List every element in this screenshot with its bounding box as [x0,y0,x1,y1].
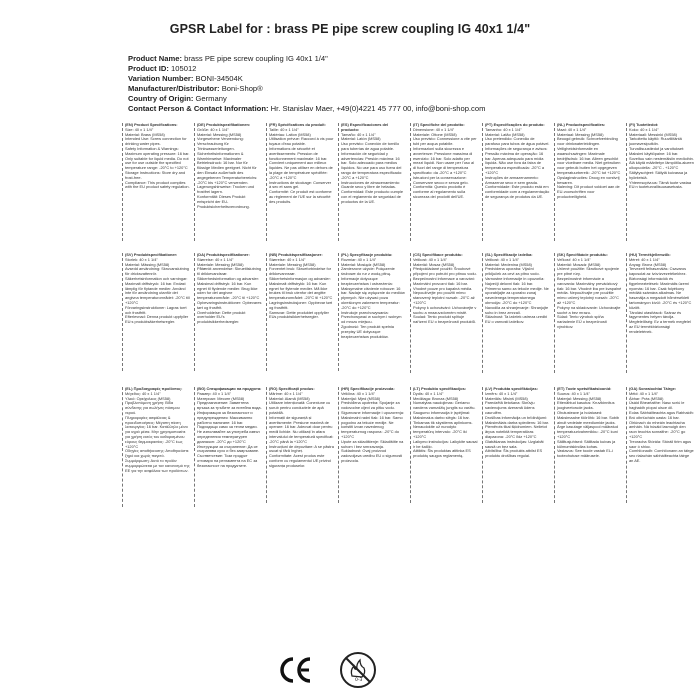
spec-line: Naleving: Dit product voldoet aan de EU-voorschriften voor productveiligheid. [557,184,620,199]
spec-line: Material: Medenina (MS58) [485,261,532,267]
spec-line: Avsedd användning: Skruvanslutning för dricksvattenrör. [125,266,189,277]
spec-line: Informacje dotyczące bezpieczeństwa i ostrzeżenia: Maksymalne ciśnienie robocze: 16 bar. Nadaje się wyłącznie do mediów płynnych. Nie używać poza określonym zakresem temperatur: -20°C do +120°C [341,275,405,310]
spec-line: Atitiktis: Šis produktas atitinka ES produktų saugos reglamentą. [413,448,471,459]
spec-line: Megfelelőség: Ez a termék megfelel az EU termékbiztonsági rendeletének. [629,319,691,334]
spec-heading: (HU) Termékjellemzők: [629,253,671,257]
spec-line: Skladnost: Ta izdelek ustreza uredbi EU o varnosti izdelkov. [485,314,548,325]
spec-line: Material: Mässing (MS58) [125,261,170,267]
spec-line: Taille: 40 x 1 1/4" [269,126,299,132]
info-line [128,94,688,104]
spec-cell [194,253,262,371]
spec-line: Πληροφορίες ασφάλειας & προειδοποιήσεις: Μέγιστη πίεση λειτουργίας: 16 bar. Κατάλληλο μόνο για υγρά μέσα. Μην χρησιμοποιείτε για χρήση εκτός του καθορισμένου εύρους θερμοκρασίας: -20°C έως +120°C [125,414,188,449]
spec-line: Instrukcje przechowywania: Przechowywać w suchym i wolnym od mrozu miejscu. [341,309,402,325]
spec-line: Uso previsto: Connessione a vite per tubi per acqua potabile. [413,136,477,147]
info-line [128,74,688,84]
spec-cell [338,123,406,241]
spec-line: Vorgesehene Verwendung: Verschraubung für Trinkwasserleitungen. [197,136,244,151]
spec-heading: (IT) Specifiche del prodotto: [413,123,465,127]
spec-heading: (ET) Toote spetsifikatsioonid: [557,387,612,391]
spec-line: Lagerungshinweise: Trocken und frostfrei lagern. [197,184,255,195]
spec-line: Určené použitie: Skrutkové spojenie pre pitné rúry. [557,266,620,277]
ce-mark-icon [278,656,314,684]
spec-cell [338,253,406,371]
spec-cell [626,123,694,241]
spec-line: Sigurnosne informacije i upozorenja: Maksimalni radni tlak: 16 bar. Samo pogodno za tekuće medije. Ne koristiti izvan navedenog temperaturnog raspona: -20°C do +120°C [341,409,404,439]
spec-cell [482,123,550,241]
info-value: Hr. Stanislav Maer, +49(0)4221 45 777 00, info@boni-shop.com [270,104,486,113]
spec-heading: (SL) Specifikacije izdelka: [485,253,533,257]
spec-cell [554,253,622,373]
spec-line: Informații de siguranță și avertismente: Presiune maximă de operare: 16 bar. Adecvat doar pentru medii lichide. Nu utilizați în afara intervalului de temperatură specificat: -20°C până la +120°C [269,414,334,444]
spec-line: Saugumo informacija ir įspėjimai: Maksimalus darbo slėgis: 16 bar. Tinkamas tik skystiems aplinkoms. Nenaudokite už nurodyto temperatūrų intervalo: -20°C iki +120°C [413,409,473,439]
spec-heading: (LV) Produkta specifikācijas: [485,387,538,391]
spec-line: Atbilstība: Šis produkts atbilst ES produktu drošības regulai. [485,448,543,459]
spec-line: Veľkosť: 40 x 1 1/4" [557,256,591,262]
spec-cell [554,123,622,241]
spec-line: Ohutusteave ja hoiatused: Maksimaalne töörõhk: 16 bar. Sobib ainult vedelate meediumide jaoks. Ärge kasutage väljaspool määratud temperatuurivahemikku: -20°C kuni +120°C [557,409,620,439]
spec-heading: (NL) Productspecificaties: [557,123,606,127]
spec-line: Materiál: Mosaz (MS58) [413,261,455,267]
spec-line: Zamierzone użycie: Połączenie śrubowe do rur z wodą pitną. [341,266,395,277]
spec-line: Uso pretendido: Conexão de parafuso para tubos de água potável. [485,136,550,147]
spec-line: Utilizare intenționată: Conexiune cu șurub pentru conductele de apă potabilă. [269,400,331,415]
spec-line: Materiale: Messing (MS58) [269,261,316,267]
spec-line: Storlek: 40 x 1 1/4" [125,256,158,262]
spec-line: Paredzētā lietošana: Skrūvju savienojums dzeramā ūdens caurulēm. [485,400,535,415]
spec-line: Mărime: 40 x 1 1/4" [269,390,303,396]
spec-line: Μέγεθος: 40 x 1 1/4" [125,390,161,396]
spec-line: Informazioni sulla sicurezza e avvertenze: Pressione massima di esercizio: 16 bar. Solo adatto per mezzi liquidi. Non usare per l'uso al di fuori del range di temperatura specificato: da -20°C a +120°C [413,145,475,175]
spec-line: Opslaginstructies: Droog en vorstvrij bewaren. [557,174,620,185]
spec-cell [554,387,622,503]
spec-heading: (CS) Specifikace produktu: [413,253,463,257]
spec-line: Drošības informācija un brīdinājumi: Maksimālais darba spiediens: 16 bar. Piemērots tikai šķidrumiem. Nelietot ārpus noteiktā temperatūras diapazona: -20°C līdz +120°C [485,414,550,439]
spec-line: Υλικό: Ορείχαλκος (MS58) [125,395,171,401]
spec-heading: (GA) Sonraíochtaí Táirge: [629,387,677,391]
spec-line: Méid: 40 x 1 1/4" [629,390,659,396]
spec-line: Laikymo instrukcijos: Laikykite sausai ir be šalčio. [413,438,478,449]
spec-heading: (HR) Specifikacije proizvoda: [341,387,395,391]
spec-cell [194,387,262,507]
spec-line: Biztonsági információk és figyelmeztetések: Maximális üzemi nyomás: 16 bar. Csak folyékony médiák számára alkalmas. Ne használja a megadott hőmérsékleti tartományon kívül: -20°C és +120°C között. [629,275,692,310]
no-incineration-label: 0-3 [355,678,363,683]
spec-line: Numatytas naudojimas: Geriamo vandens vamzdžių jungtis su varžtu. [413,400,476,411]
spec-line: Předpokládané použití: Šroubové připojení pro potrubí pro pitnou vodu. [413,266,477,277]
spec-line: Conformidade: Este produto está em conformidade com a regulamentação de segurança de produtos da UE. [485,184,550,199]
spec-line: Οδηγίες αποθήκευσης: Αποθηκεύστε ξηρό και χωρίς παγετό. [125,448,189,459]
spec-line: Rozmiar: 40 x 1 1/4" [341,256,377,262]
spec-line: Materiál: Mosadz (MS58) [557,261,601,267]
spec-line: Overholdelse: Dette produkt overholder EU's produktsikkerhedsregler. [197,309,246,325]
spec-heading: (NB) Produktspesifikasjoner: [269,253,323,257]
spec-line: Predvidena uporaba: Vijačni priključek za cevi za pitno vodo. [485,266,540,277]
spec-line: Sikkerhedsinformation og advarsler: Maksimal driftstryk: 16 bar. Kun egnet til flydende medier. Brug ikke uden for det angivne temperaturområde: -20°C til +120°C [197,275,260,301]
spec-line: Sukladnost: Ovaj proizvod zadovoljava uredbu EU o sigurnosti proizvoda. [341,448,403,463]
info-key: Product ID: [128,64,169,73]
spec-cell [122,123,190,241]
spec-heading: (DE) Produktspezifikationen: [197,123,251,127]
spec-line: Suurus: 40 x 1 1/4" [557,390,590,396]
spec-line: Pokyny k uchovávání: Uchovávejte v suchu a mrazuvzdorném místě. [413,304,477,315]
spec-cell [626,253,694,373]
spec-line: Matériau: Laiton (MS58) [269,131,311,137]
spec-line: Izmērs: 40 x 1 1/4" [485,390,518,396]
spec-heading: (EN) Product Specifications: [125,123,178,127]
spec-line: Tamanho: 40 x 1 1/4" [485,126,522,132]
spec-line: Materiaali: Messinki (MS58) [629,131,677,137]
spec-line: Materiaal: Messing (MS58) [557,131,604,137]
spec-line: Ettenähtud kasutus: Kruvikinnitus joogiveetorude jaoks. [557,400,615,411]
spec-line: Comhlíonadh: Comhlíonann an táirge seo rialachán sábháilteachta táirge an AE. [629,448,694,463]
spec-cell [266,123,334,241]
spec-cell [122,387,190,507]
spec-line: Materiale: Ottone (MS58) [413,131,457,137]
info-value: BONI-34504K [195,74,243,83]
spec-line: Säkerhetsinformation och varningar: Maximalt driftstryck: 16 bar. Endast lämplig för flytande medier. Använd inte för användning utanför det angivna temperaturområdet: -20°C till +120°C [125,275,190,305]
spec-line: Utilisation prévue: Raccord à vis pour tuyaux d'eau potable. [269,136,334,147]
spec-cell [338,387,406,503]
spec-line: Materiāls: Misiņš (MS58) [485,395,528,401]
info-key: Product Name: [128,54,183,63]
spec-cell [410,387,478,503]
spec-line: Størrelse: 40 x 1 1/4" [269,256,306,262]
spec-cell [626,387,694,503]
spec-line: Съответствие: Този продукт отговаря на регламента на ЕС за безопасност на продуктите. [197,453,258,468]
spec-line: Informations de sécurité et avertissements: Pression de fonctionnement maximale: 16 bar. Convient uniquement aux milieux liquides. Ne pas utiliser en dehors de la plage de température spécifiée: -20°C à +120°C [269,145,333,180]
spec-line: Uso previsto: Conexión de tornillo para tuberías de agua potable. [341,141,400,151]
spec-line: Soulad: Tento produkt splňuje nařízení EU o bezpečnosti produktů. [413,314,476,325]
info-line [128,54,688,64]
spec-line: Navodila za shranjevanje: Shranjujte suho in brez zmrzali. [485,304,549,315]
spec-heading: (LT) Produkto specifikacijos: [413,387,467,391]
spec-heading: (PT) Especificações do produto: [485,123,545,127]
spec-heading: (DA) Produktspecifikationer: [197,253,250,257]
spec-line: Συμμόρφωση: Αυτό το προϊόν συμμορφώνεται με τον κανονισμό της ΕΕ για την ασφάλεια των προϊόντων. [125,457,190,473]
spec-line: Materiał: Mosiądz (MS58) [341,261,386,267]
spec-heading: (SV) Produktspecifikationer: [125,253,178,257]
spec-heading: (EL) Προδιαγραφές προϊόντος: [125,387,183,391]
spec-line: Información de seguridad y advertencias: Presión máxima: 16 bar. Solo adecuado para medios líquidos. No use para uso fuera del rango de temperatura especificado: -20°C a +120°C [341,150,403,180]
spec-line: Pokyny na skladovanie: Uchovávajte suché a bez mrazu. [557,304,621,315]
spec-heading: (ES) Especificaciones del producto: [341,123,389,132]
info-line [128,104,688,114]
spec-line: Tervezett felhasználás: Csavaros kapcsolat az ivóvízvezetékekhez. [629,266,687,277]
spec-line: Beoogd gebruik: Schroefverbinding voor drinkwaterleidingen. [557,136,618,147]
spec-heading: (BG) Спецификации на продукта: [197,387,262,391]
spec-line: Storage Instructions: Store dry and frost-free. [125,169,186,180]
spec-line: Turvallisuustiedot ja varoitukset: Maksimi käyttöpaine: 16 bar. Soveltuu vain nestemäisiin medioihin. Älä käytä määritetyn lämpötila-alueen ulkopuolella: -20°C - +120°C [629,145,694,171]
spec-line: Compliance: This product complies with the EU product safety regulation. [125,179,190,190]
spec-line: Dimensione: 40 x 1 1/4" [413,126,455,132]
spec-line: Konformität: Dieses Produkt entspricht der EU-Produktsicherheitsverordnung. [197,193,250,209]
spec-line: Lagringsinstruksjoner: Oppbevar tørt og frostfritt. [269,299,333,310]
spec-line: Maat: 40 x 1 1/4" [557,126,587,132]
spec-line: Upute za skladištenje: Skladištite na suhom i bez smrzavanja. [341,438,404,449]
spec-line: Efterlevnad: Denna produkt uppfyller EU:s produktsäkerhetsregler. [125,314,189,325]
spec-line: Sikkerhetsinformasjon og advarsler: Maksimalt driftstrykk: 16 bar. Kun egnet for flytende medier. Må ikke brukes til bruk utenfor det angitte temperaturområdet: -20°C til +120°C [269,275,333,301]
spec-line: Tamaño: 40 x 1 1/4" [341,131,376,137]
spec-line: Forventet bruk: Skrueforbindelse for drikkevannsrør. [269,266,332,277]
compliance-marks [0,648,700,693]
info-line [128,84,688,94]
spec-line: Material: Alamă (MS58) [269,395,310,401]
spec-line: Instrucțiuni de depozitare: A se păstra uscat și fără îngheț. [269,443,334,454]
spec-heading: (PL) Specyfikacje produktu: [341,253,393,257]
spec-line: Προβλεπόμενη χρήση: Βίδα σύνδεσης για σωλήνες πόσιμου νερού. [125,400,180,415]
spec-line: Medžiaga: Bronza (MS58) [413,395,459,401]
spec-line: Size: 40 x 1 1/4" [125,126,154,132]
spec-line: Информация за безопасност и предупреждения: Максимално работно налягане: 16 bar. Подходящо само за течни медии. Не използвайте за употреба извън определения температурен диапазон: -20°C до +120°C [197,409,260,444]
spec-line: Bezpečnostné informácie a varovania: Maximálny prevádzkový tlak: 16 bar. Vhodné iba pre kvapalné média. Nepoužívajte pre použitie mimo určený teplotný rozsah: -20°C až +120°C [557,275,622,305]
spec-line: Eolas Sábháilteachta agus Rabhaidh: Brú oibriúcháin uasta: 16 bar. Oiriúnach do mheáin leachtacha amháin. Ná húsáid lasmuigh den raon teochta sonraithe: -20°C go +120°C [629,409,694,439]
spec-line: Yhteensopivuus: Tämä tuote vastaa EU:n tuoteturvallisuusasetusta. [629,179,692,190]
spec-line: Påtænkt anvendelse: Skruetilslutning til drikkevandsrør. [197,266,262,277]
spec-line: Súlad: Tento výrobok spĺňa nariadenie EÚ o bezpečnosti výrobkov. [557,314,607,329]
spec-cell [410,123,478,241]
spec-line: Istruzioni per la conservazione: Conservare secco e senza gelo. [413,174,469,185]
spec-line: Conformité: Ce produit est conforme au règlement de l'UE sur la sécurité des produits. [269,189,332,204]
spec-line: Materjal: Messing (MS58) [557,395,602,401]
page-title: GPSR Label for : brass PE pipe screw coupling IG 40x1 1/4" [169,22,531,36]
spec-line: Conformidad: Este producto cumple con el reglamento de seguridad de productos de la UE. [341,189,404,204]
spec-line: Größe: 40 x 1 1/4" [197,126,229,132]
spec-line: Informações de segurança e avisos: Pressão máxima de operação: 16 bar. Apenas adequado para mídia líquida. Não use fora da faixa de temperatura especificada: -20°C a +120°C [485,145,548,175]
spec-line: Materiale: Messing (MS58) [197,261,244,267]
spec-line: Tarkoitettu käyttö: Ruuviliitäntä juomavesiputkiin. [629,136,682,147]
spec-line: Velikost: 40 x 1 1/4" [413,256,448,262]
spec-line: Säilytysohjeet: Säilytä kuivassa ja hyönteisiä. [629,169,688,180]
spec-cell [482,253,550,373]
spec-line: Opbevaringsinstruktioner: Opbevares tørt og frostfrit. [197,299,262,310]
spec-line: Zgodność: Ten produkt spełnia przepisy UE dotyczące bezpieczeństwa produktów. [341,323,394,339]
spec-line: Veličina: 40 x 1 1/4" [341,390,376,396]
spec-line: Material: Messing (MS58) [197,131,242,137]
spec-line: Instruções de armazenamento: Armazenar seco e sem geada. [485,174,539,185]
spec-line: Ábhar: Prás (MS58) [629,395,664,401]
spec-line: Glabāšanas instrukcijas: Uzglabāt sausā un bez sala. [485,438,544,449]
spec-line: Instrucciones de almacenamiento: Guarde seco y libre de heladas. [341,179,401,190]
spec-heading: (SK) Špecifikácie produktu: [557,253,608,257]
spec-line: Материал: Месинг (MS58) [197,395,245,401]
spec-line: Úsáid Bheartaithe: Nasc scriú le haghaidh píopaí uisce óil. [629,400,685,411]
spec-line: Intended Use: Screw connection for drinking water pipes. [125,136,187,147]
spec-line: Conformitate: Acest produs este conform cu regulamentul UE privind siguranța produselor. [269,453,331,468]
info-value: 105012 [171,64,197,73]
spec-line: Инструкции за съхранение: Да се съхранява сухо и без замръзване. [197,443,260,454]
spec-cell [410,253,478,373]
info-line [128,64,688,74]
spec-line: Materijal: Mjed (MS58) [341,395,381,401]
no-incineration-icon [338,650,378,690]
spec-cell [266,253,334,371]
spec-line: Vastavus: See toode vastab EL-i tooteohutuse määrusele. [557,448,614,459]
spec-line: Varnostne informacije in opozorila: Največji delovni tlak: 16 bar. Primerno samo za tekoče medije. Ne uporabljajte za uporabo zunaj navedenega temperaturnega območja: -20°C do +120°C [485,275,549,305]
spec-line: Предназначение: Завинтена връзка за тръбите за питейна вода. [197,400,262,411]
spec-cell [482,387,550,503]
info-value: Germany [195,94,227,103]
spec-cell [266,387,334,503]
spec-line: Размер: 40 x 1 1/4" [197,390,232,396]
spec-cell [122,253,190,371]
info-value: Boni-Shop® [221,84,263,93]
info-key: Contact Person & Contact Information: [128,104,269,113]
spec-heading: (FI) Tuotetiedot: [629,123,659,127]
spec-heading: (RO) Specificații produs: [269,387,315,391]
spec-line: Treoracha Stórála: Stóráil tirim agus saor ó shioc. [629,438,692,449]
spec-grid [122,123,694,521]
spec-line: Anyag: Bronz (MS58) [629,261,667,267]
spec-line: Koko: 40 x 1 1/4" [629,126,659,132]
spec-line: Størrelse: 40 x 1 1/4" [197,256,234,262]
product-info [128,54,688,114]
spec-line: Veiligheidsinformatie en waarschuwingen: Maximale bedrijfsdruk: 16 bar. Alleen geschikt voor vloeibare media. Niet gebruiken voor gebruik buiten het opgegeven temperatuurbereik: -20°C tot +120°C [557,145,621,175]
spec-line: Material: Latão (MS58) [485,131,525,137]
spec-line: Material: Latón (MS58) [341,136,381,142]
spec-line: Conformità: Questo prodotto è conforme al regolamento sulla sicurezza dei prodotti dell'UE. [413,184,466,199]
info-key: Country of Origin: [128,94,194,103]
spec-line: Förvaringsinstruktioner: Lagras torrt och frostfritt. [125,304,187,315]
spec-line: Säilitusjuhised: Säilitada kuivas ja külmumiskindlas kohas. [557,438,616,449]
spec-line: Sicherheitsinformationen & Warnhinweise: Maximaler Betriebsdruck: 16 bar. Nur für flüssige Medien geeignet. Nicht für den Einsatz außerhalb des angegebenen Temperaturbereichs: -20°C bis +120°C verwenden. [197,150,258,185]
spec-line: Predviđena upotreba: Spojanje za vodovodne cijevi za pitku vodu. [341,400,400,411]
spec-line: Samsvar: Dette produktet oppfyller EUs produktsikkerhetsregler. [269,309,329,320]
spec-line: Bezpečnostní informace a varování: Maximální provozní tlak: 16 bar. Vhodné pouze pro kapalná média. Nepoužívejte pro použití mimo stanovený teplotní rozsah: -20°C až +120°C [413,275,476,305]
spec-line: Material: Brass (MS58) [125,131,165,137]
spec-line: Instructions de stockage: Conserver à sec et sans gel. [269,179,332,190]
info-key: Variation Number: [128,74,194,83]
info-key: Manufacturer/Distributor: [128,84,220,93]
spec-line: Méret: 40 x 1 1/4" [629,256,660,262]
spec-line: Velikost: 40 x 1 1/4" [485,256,520,262]
spec-line: Safety Information & Warnings: Maximum operating pressure: 16 bar. Only suitable for liquid media. Do not use for use outside the specified temperature range: -20°C to +120°C [125,145,190,171]
info-value: brass PE pipe screw coupling IG 40x1 1/4" [184,54,328,63]
spec-line: Dydis: 40 x 1 1/4" [413,390,444,396]
spec-heading: (FR) Spécifications du produit: [269,123,326,127]
spec-cell [194,123,262,241]
spec-line: Tárolási utasítások: Száraz és fagymentes helyen tárolja. [629,309,682,320]
